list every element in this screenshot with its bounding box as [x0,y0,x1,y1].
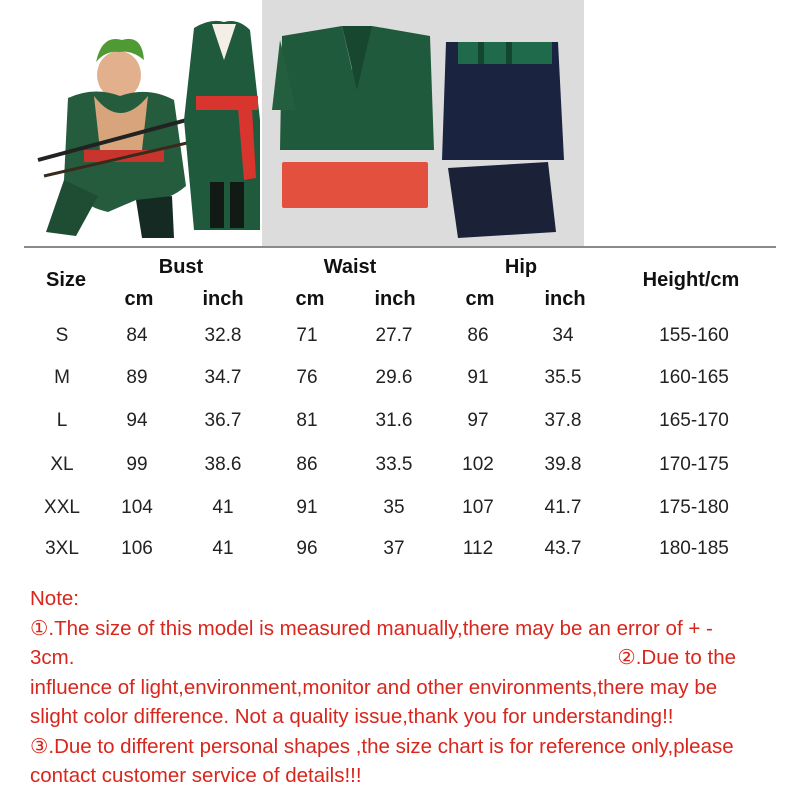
hip-cm-cell: 112 [462,538,494,559]
hip-cm-cell: 97 [467,410,489,431]
hip-inch-cell: 41.7 [544,497,582,518]
bust-inch-cell: 38.6 [204,454,242,475]
costume-model-illustration [24,0,260,246]
bust-inch-cell: 32.8 [204,325,242,346]
waist-cm-cell: 76 [296,367,318,388]
bust-cm-cell: 106 [121,538,153,559]
hip-inch-cell: 43.7 [544,538,582,559]
unit-header: cm [465,288,495,310]
height-cell: 165-170 [659,410,729,431]
waist-cm-cell: 86 [296,454,318,475]
unit-header: cm [295,288,325,310]
height-cell: 175-180 [659,497,729,518]
size-cell: XL [50,454,74,475]
bust-cm-cell: 84 [126,325,148,346]
note-line: ③.Due to different personal shapes ,the size chart is for reference only,please [30,734,734,758]
hip-header: Hip [504,256,538,278]
height-cell: 160-165 [659,367,729,388]
hip-inch-cell: 39.8 [544,454,582,475]
note-line: contact customer service of details!!! [30,764,362,787]
bust-inch-cell: 34.7 [204,367,242,388]
hip-cm-cell: 107 [462,497,494,518]
bust-inch-cell: 36.7 [204,410,242,431]
waist-inch-cell: 33.5 [375,454,413,475]
waist-inch-cell: 35 [383,497,405,518]
unit-header: inch [374,288,416,310]
costume-pieces-illustration [262,0,584,246]
notes-title: Note: [30,587,79,610]
note-line: ②.Due to the [617,646,736,669]
size-header: Size [45,269,87,291]
waist-cm-cell: 91 [296,497,318,518]
height-cell: 180-185 [659,538,729,559]
waist-inch-cell: 27.7 [375,325,413,346]
bust-inch-cell: 41 [212,538,234,559]
waist-cm-cell: 71 [296,325,318,346]
height-cell: 155-160 [659,325,729,346]
bust-inch-cell: 41 [212,497,234,518]
note-line: slight color difference. Not a quality issue,thank you for understanding!! [30,705,674,728]
height-header: Height/cm [642,269,740,291]
note-line: 3cm. [30,646,75,669]
unit-header: inch [202,288,244,310]
hip-cm-cell: 86 [467,325,489,346]
hip-inch-cell: 34 [552,325,574,346]
hip-cm-cell: 102 [462,454,494,475]
size-cell: 3XL [45,538,79,559]
note-line: influence of light,environment,monitor and other environments,there may be [30,675,718,699]
hip-inch-cell: 35.5 [544,367,582,388]
bust-header: Bust [158,256,204,278]
bust-cm-cell: 99 [126,454,148,475]
unit-header: cm [124,288,154,310]
bust-cm-cell: 94 [126,410,148,431]
waist-inch-cell: 29.6 [375,367,413,388]
unit-header: inch [544,288,586,310]
waist-inch-cell: 37 [383,538,405,559]
bust-cm-cell: 89 [126,367,148,388]
model-photo [24,0,260,246]
photo-divider [24,246,776,248]
waist-header: Waist [323,256,377,278]
product-photos [24,0,776,246]
size-cell: XXL [44,497,80,518]
notes-section [30,584,780,791]
size-cell: S [55,325,69,346]
size-cell: L [56,410,68,431]
flat-photo [262,0,584,246]
waist-cm-cell: 81 [296,410,318,431]
size-cell: M [54,367,70,388]
hip-cm-cell: 91 [467,367,489,388]
waist-cm-cell: 96 [296,538,318,559]
hip-inch-cell: 37.8 [544,410,582,431]
note-line: ①.The size of this model is measured manually,there may be an error of + - [30,616,713,640]
bust-cm-cell: 104 [121,497,153,518]
height-cell: 170-175 [659,454,729,475]
waist-inch-cell: 31.6 [375,410,413,431]
